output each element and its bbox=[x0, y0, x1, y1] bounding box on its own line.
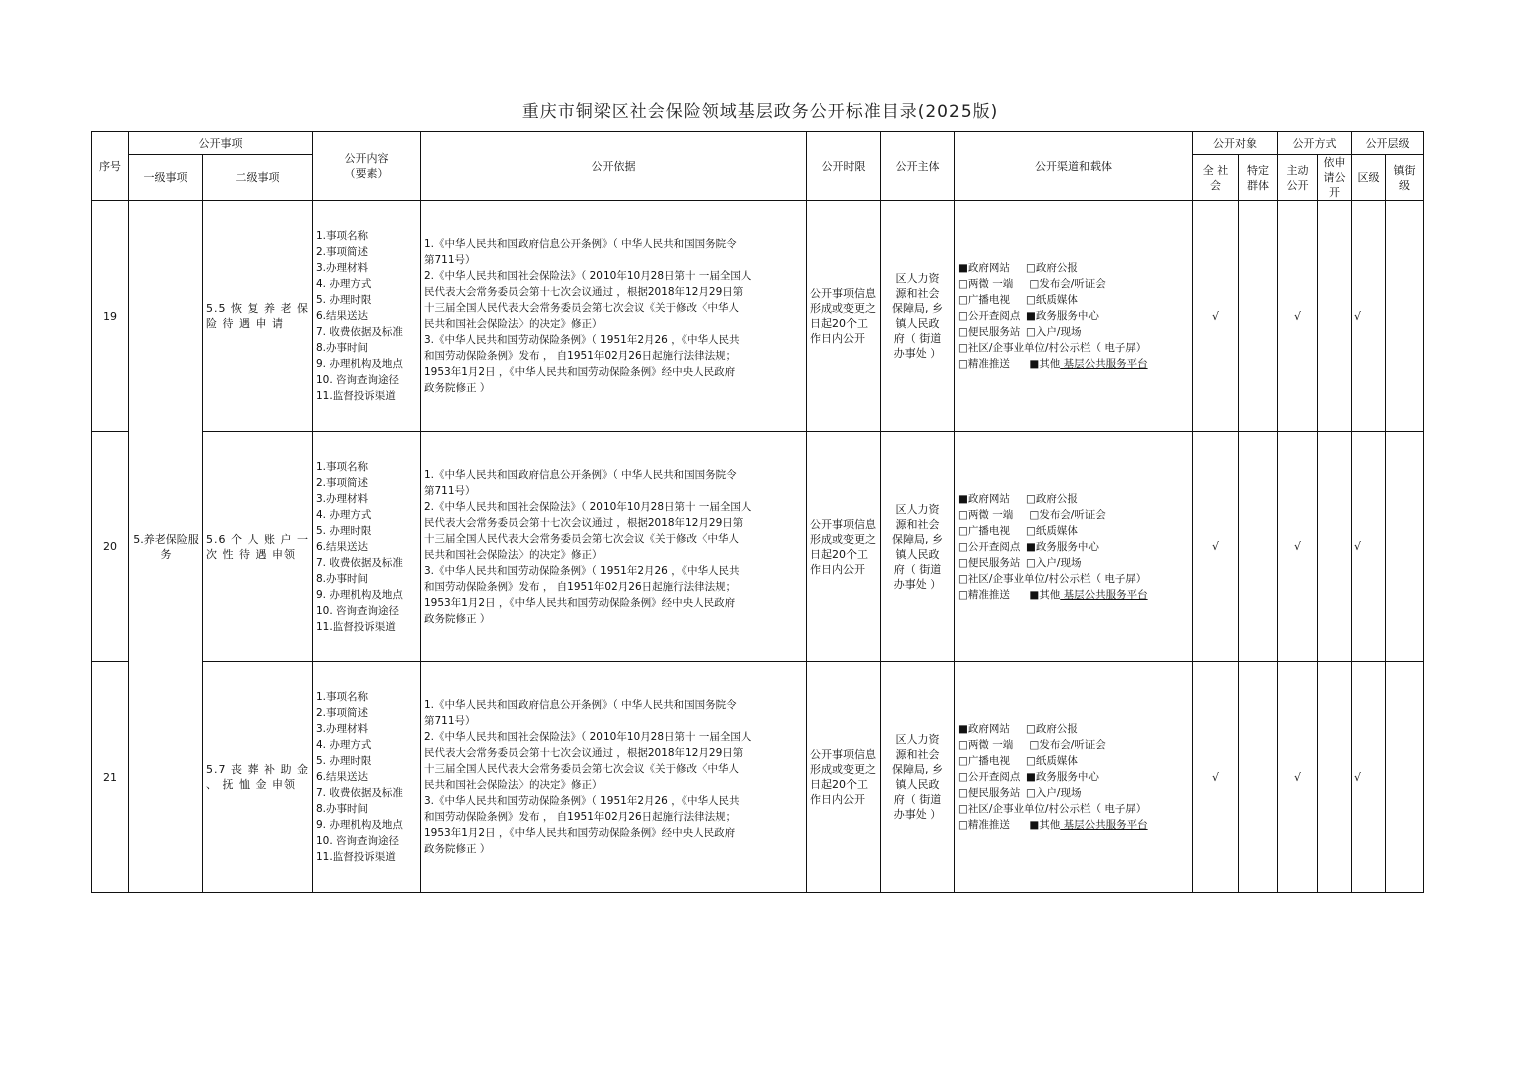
mark-target-all: √ bbox=[1193, 432, 1239, 662]
channel-option: □入户/现场 bbox=[1026, 556, 1082, 569]
content-item: 6.结果送达 bbox=[316, 771, 369, 783]
content-item: 1.事项名称 bbox=[316, 691, 369, 703]
mark-method-request bbox=[1318, 662, 1352, 893]
content-item: 1.事项名称 bbox=[316, 230, 369, 242]
basis-line: 民共和国社会保险法〉的决定》修正） bbox=[424, 548, 603, 561]
basis-line: 3.《中华人民共和国劳动保险条例》（ 1951年2月26 ，《中华人民共 bbox=[424, 564, 740, 577]
channel-option: □公开查阅点 bbox=[958, 310, 1021, 322]
header-level-district: 区级 bbox=[1352, 155, 1386, 201]
content-item: 8.办事时间 bbox=[316, 803, 369, 815]
channel-line bbox=[958, 571, 1189, 587]
header-time-limit: 公开时限 bbox=[807, 132, 881, 201]
channel-option: ■政府网站 bbox=[958, 492, 1010, 505]
channel-option: □入户/现场 bbox=[1026, 787, 1082, 799]
content-items bbox=[313, 201, 421, 432]
channel-option: □发布会/听证会 bbox=[1026, 278, 1106, 290]
channel-line bbox=[958, 276, 1189, 292]
time-limit: 公开事项信息形成或变更之日起20个工作日内公开 bbox=[807, 432, 881, 662]
content-item: 9. 办理机构及地点 bbox=[316, 819, 403, 831]
basis-line: 3.《中华人民共和国劳动保险条例》（ 1951年2月26 ，《中华人民共 bbox=[424, 334, 740, 346]
header-level: 公开层级 bbox=[1352, 132, 1424, 155]
header-method-request bbox=[1318, 155, 1352, 201]
channel-line bbox=[958, 260, 1189, 276]
channel-option: □精准推送 bbox=[958, 588, 1010, 601]
channel-option: □社区/企事业单位/村公示栏（ 电子屏） bbox=[958, 342, 1147, 354]
basis-line: 政务院修正 ） bbox=[424, 382, 491, 394]
channel-line bbox=[958, 801, 1189, 817]
content-item: 3.办理材料 bbox=[316, 262, 369, 274]
sub-item: 5.7 丧 葬 补 助 金 、 抚 恤 金 申领 bbox=[203, 662, 313, 893]
header-level-town-label: 镇街级 bbox=[1393, 163, 1416, 192]
basis-cell bbox=[421, 432, 807, 662]
basis-line: 政务院修正 ） bbox=[424, 843, 491, 855]
content-item: 5. 办理时限 bbox=[316, 294, 372, 306]
basis-line: 政务院修正 ） bbox=[424, 612, 491, 625]
header-level1: 一级事项 bbox=[129, 155, 203, 201]
channel-option: □两微 一端 bbox=[958, 278, 1014, 290]
channel-option: □政府公报 bbox=[1026, 723, 1078, 735]
channel-option: □便民服务站 bbox=[958, 556, 1021, 569]
row-seq: 20 bbox=[92, 432, 129, 662]
channel-line bbox=[958, 817, 1189, 833]
channel-option: □纸质媒体 bbox=[1026, 524, 1078, 537]
basis-line: 1953年1月2日 ，《中华人民共和国劳动保险条例》经中央人民政府 bbox=[424, 366, 736, 378]
catalog-table bbox=[91, 131, 1424, 893]
time-limit: 公开事项信息形成或变更之日起20个工作日内公开 bbox=[807, 201, 881, 432]
content-item: 9. 办理机构及地点 bbox=[316, 358, 403, 370]
basis-line: 2.《中华人民共和国社会保险法》（ 2010年10月28日第十 一届全国人 bbox=[424, 731, 752, 743]
channel-line bbox=[958, 491, 1189, 507]
channel-line bbox=[958, 340, 1189, 356]
content-item: 10. 咨询查询途径 bbox=[316, 835, 400, 847]
channel-line bbox=[958, 721, 1189, 737]
content-item: 11.监督投诉渠道 bbox=[316, 851, 396, 863]
subject: 区人力资源和社会保障局, 乡镇人民政府（ 街道办事处 ） bbox=[881, 201, 955, 432]
basis-line: 和国劳动保险条例》发布 ， 自1951年02月26日起施行法律法规； bbox=[424, 811, 737, 823]
channel-option: □政府公报 bbox=[1026, 262, 1078, 274]
channel-option: ■政府网站 bbox=[958, 723, 1010, 735]
channel-option: □发布会/听证会 bbox=[1026, 739, 1106, 751]
basis-line: 和国劳动保险条例》发布 ， 自1951年02月26日起施行法律法规； bbox=[424, 350, 737, 362]
channel-line bbox=[958, 292, 1189, 308]
page-title: 重庆市铜梁区社会保险领域基层政务公开标准目录(2025版) bbox=[521, 102, 999, 122]
channel-option: □纸质媒体 bbox=[1026, 755, 1078, 767]
mark-target-specific bbox=[1239, 662, 1278, 893]
header-method-active bbox=[1278, 155, 1318, 201]
channel-option: 基层公共服务平台 bbox=[1060, 588, 1148, 601]
channel-option: □精准推送 bbox=[958, 358, 1010, 370]
channel-line bbox=[958, 555, 1189, 571]
subject: 区人力资源和社会保障局, 乡镇人民政府（ 街道办事处 ） bbox=[881, 662, 955, 893]
table-row bbox=[92, 201, 1424, 432]
mark-target-all: √ bbox=[1193, 201, 1239, 432]
channel-cell bbox=[955, 201, 1193, 432]
basis-line: 民代表大会常务委员会第十七次会议通过 ，根据2018年12月29日第 bbox=[424, 516, 744, 529]
content-item: 10. 咨询查询途径 bbox=[316, 374, 400, 386]
mark-target-specific bbox=[1239, 432, 1278, 662]
header-content bbox=[313, 132, 421, 201]
header-seq: 序号 bbox=[92, 132, 129, 201]
content-item: 2.事项简述 bbox=[316, 246, 369, 258]
content-item: 4. 办理方式 bbox=[316, 508, 372, 521]
channel-line bbox=[958, 324, 1189, 340]
mark-level-town bbox=[1386, 662, 1424, 893]
category-label: 5.养老保险服务 bbox=[133, 532, 199, 561]
sub-item: 5.6 个 人 账 户 一 次 性 待 遇 申领 bbox=[203, 432, 313, 662]
content-item: 6.结果送达 bbox=[316, 540, 369, 553]
channel-option: □入户/现场 bbox=[1026, 326, 1082, 338]
channel-option: □精准推送 bbox=[958, 819, 1010, 831]
mark-level-district: √ bbox=[1352, 662, 1386, 893]
channel-option: □广播电视 bbox=[958, 755, 1010, 767]
table-row bbox=[92, 432, 1424, 662]
channel-line bbox=[958, 769, 1189, 785]
mark-method-request bbox=[1318, 201, 1352, 432]
channel-option: □便民服务站 bbox=[958, 787, 1021, 799]
mark-method-request bbox=[1318, 432, 1352, 662]
channel-cell bbox=[955, 432, 1193, 662]
basis-line: 2.《中华人民共和国社会保险法》（ 2010年10月28日第十 一届全国人 bbox=[424, 270, 752, 282]
header-target-specific-label: 特定群体 bbox=[1247, 163, 1269, 192]
basis-line: 第711号） bbox=[424, 715, 476, 727]
channel-line bbox=[958, 587, 1189, 603]
content-item: 4. 办理方式 bbox=[316, 278, 372, 290]
header-target-specific bbox=[1239, 155, 1278, 201]
header-channel: 公开渠道和载体 bbox=[955, 132, 1193, 201]
content-item: 8.办事时间 bbox=[316, 342, 369, 354]
basis-line: 2.《中华人民共和国社会保险法》（ 2010年10月28日第十 一届全国人 bbox=[424, 500, 752, 513]
channel-option: □社区/企事业单位/村公示栏（ 电子屏） bbox=[958, 572, 1147, 585]
content-item: 1.事项名称 bbox=[316, 460, 369, 473]
content-item: 7. 收费依据及标准 bbox=[316, 326, 403, 338]
channel-option: 基层公共服务平台 bbox=[1060, 819, 1148, 831]
channel-line bbox=[958, 308, 1189, 324]
channel-option: □政府公报 bbox=[1026, 492, 1078, 505]
subject: 区人力资源和社会保障局, 乡镇人民政府（ 街道办事处 ） bbox=[881, 432, 955, 662]
basis-line: 和国劳动保险条例》发布 ， 自1951年02月26日起施行法律法规； bbox=[424, 580, 737, 593]
header-method-active-label: 主动公开 bbox=[1286, 163, 1309, 192]
channel-line bbox=[958, 737, 1189, 753]
header-target-all-label: 全 社 会 bbox=[1202, 163, 1229, 192]
channel-line bbox=[958, 507, 1189, 523]
basis-line: 1.《中华人民共和国政府信息公开条例》（ 中华人民共和国国务院令 bbox=[424, 699, 737, 711]
content-item: 3.办理材料 bbox=[316, 723, 369, 735]
channel-cell bbox=[955, 662, 1193, 893]
header-basis: 公开依据 bbox=[421, 132, 807, 201]
mark-target-specific bbox=[1239, 201, 1278, 432]
channel-option: □广播电视 bbox=[958, 294, 1010, 306]
content-item: 5. 办理时限 bbox=[316, 755, 372, 767]
basis-line: 3.《中华人民共和国劳动保险条例》（ 1951年2月26 ，《中华人民共 bbox=[424, 795, 740, 807]
content-item: 7. 收费依据及标准 bbox=[316, 556, 403, 569]
channel-option: ■政务服务中心 bbox=[1026, 771, 1099, 783]
mark-method-active: √ bbox=[1278, 432, 1318, 662]
basis-line: 1953年1月2日 ，《中华人民共和国劳动保险条例》经中央人民政府 bbox=[424, 596, 736, 609]
basis-line: 民代表大会常务委员会第十七次会议通过 ，根据2018年12月29日第 bbox=[424, 286, 744, 298]
header-level-town bbox=[1386, 155, 1424, 201]
basis-line: 十三届全国人民代表大会常务委员会第七次会议《关于修改〈中华人 bbox=[424, 763, 739, 775]
content-item: 11.监督投诉渠道 bbox=[316, 620, 396, 633]
row-seq: 19 bbox=[92, 201, 129, 432]
basis-line: 民代表大会常务委员会第十七次会议通过 ，根据2018年12月29日第 bbox=[424, 747, 744, 759]
content-item: 11.监督投诉渠道 bbox=[316, 390, 396, 402]
content-item: 2.事项简述 bbox=[316, 707, 369, 719]
channel-option: □社区/企事业单位/村公示栏（ 电子屏） bbox=[958, 803, 1147, 815]
channel-option: ■政务服务中心 bbox=[1026, 310, 1099, 322]
category-cell bbox=[129, 201, 203, 893]
content-items bbox=[313, 432, 421, 662]
content-item: 6.结果送达 bbox=[316, 310, 369, 322]
basis-line: 十三届全国人民代表大会常务委员会第七次会议《关于修改〈中华人 bbox=[424, 532, 739, 545]
mark-level-district: √ bbox=[1352, 201, 1386, 432]
channel-option: ■其他 bbox=[1026, 588, 1061, 601]
channel-option: ■政务服务中心 bbox=[1026, 540, 1099, 553]
mark-method-active: √ bbox=[1278, 662, 1318, 893]
sub-item: 5.5 恢 复 养 老 保 险 待 遇 申 请 bbox=[203, 201, 313, 432]
table-row bbox=[92, 662, 1424, 893]
mark-level-district: √ bbox=[1352, 432, 1386, 662]
time-limit: 公开事项信息形成或变更之日起20个工作日内公开 bbox=[807, 662, 881, 893]
content-item: 3.办理材料 bbox=[316, 492, 369, 505]
content-item: 2.事项简述 bbox=[316, 476, 369, 489]
mark-method-active: √ bbox=[1278, 201, 1318, 432]
basis-line: 第711号） bbox=[424, 254, 476, 266]
header-level2: 二级事项 bbox=[203, 155, 313, 201]
channel-option: ■政府网站 bbox=[958, 262, 1010, 274]
header-target-all bbox=[1193, 155, 1239, 201]
basis-line: 1.《中华人民共和国政府信息公开条例》（ 中华人民共和国国务院令 bbox=[424, 238, 737, 250]
basis-line: 民共和国社会保险法〉的决定》修正） bbox=[424, 318, 603, 330]
channel-option: ■其他 bbox=[1026, 819, 1061, 831]
mark-level-town bbox=[1386, 432, 1424, 662]
content-item: 9. 办理机构及地点 bbox=[316, 588, 403, 601]
content-items bbox=[313, 662, 421, 893]
mark-target-all: √ bbox=[1193, 662, 1239, 893]
channel-line bbox=[958, 539, 1189, 555]
channel-option: □广播电视 bbox=[958, 524, 1010, 537]
channel-line bbox=[958, 356, 1189, 372]
header-subject: 公开主体 bbox=[881, 132, 955, 201]
channel-option: □发布会/听证会 bbox=[1026, 508, 1106, 521]
basis-line: 1953年1月2日 ，《中华人民共和国劳动保险条例》经中央人民政府 bbox=[424, 827, 736, 839]
header-content-label: 公开内容（要素） bbox=[344, 152, 389, 180]
basis-cell bbox=[421, 662, 807, 893]
header-target: 公开对象 bbox=[1193, 132, 1278, 155]
content-item: 10. 咨询查询途径 bbox=[316, 604, 400, 617]
basis-line: 1.《中华人民共和国政府信息公开条例》（ 中华人民共和国国务院令 bbox=[424, 468, 737, 481]
header-method: 公开方式 bbox=[1278, 132, 1352, 155]
basis-line: 十三届全国人民代表大会常务委员会第七次会议《关于修改〈中华人 bbox=[424, 302, 739, 314]
channel-line bbox=[958, 753, 1189, 769]
channel-option: □纸质媒体 bbox=[1026, 294, 1078, 306]
channel-line bbox=[958, 523, 1189, 539]
basis-cell bbox=[421, 201, 807, 432]
channel-option: ■其他 bbox=[1026, 358, 1061, 370]
header-method-request-label: 依申请公开 bbox=[1323, 156, 1346, 199]
row-seq: 21 bbox=[92, 662, 129, 893]
content-item: 8.办事时间 bbox=[316, 572, 369, 585]
channel-option: □公开查阅点 bbox=[958, 540, 1021, 553]
channel-option: □两微 一端 bbox=[958, 739, 1014, 751]
content-item: 7. 收费依据及标准 bbox=[316, 787, 403, 799]
channel-option: □公开查阅点 bbox=[958, 771, 1021, 783]
header-matters: 公开事项 bbox=[129, 132, 313, 155]
channel-option: □便民服务站 bbox=[958, 326, 1021, 338]
content-item: 4. 办理方式 bbox=[316, 739, 372, 751]
channel-option: □两微 一端 bbox=[958, 508, 1014, 521]
basis-line: 第711号） bbox=[424, 484, 476, 497]
content-item: 5. 办理时限 bbox=[316, 524, 372, 537]
mark-level-town bbox=[1386, 201, 1424, 432]
channel-line bbox=[958, 785, 1189, 801]
basis-line: 民共和国社会保险法〉的决定》修正） bbox=[424, 779, 603, 791]
channel-option: 基层公共服务平台 bbox=[1060, 358, 1148, 370]
